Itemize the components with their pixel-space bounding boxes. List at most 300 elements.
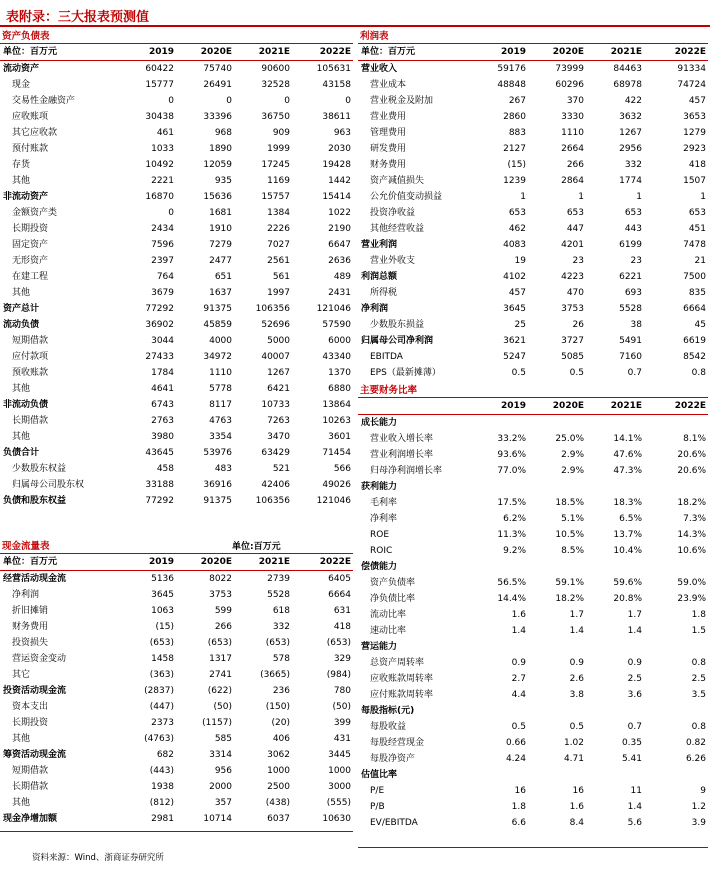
cell-value: 1784 xyxy=(151,368,174,378)
cell-value: 59.6% xyxy=(613,578,642,588)
cell-value: 121046 xyxy=(316,304,351,314)
table-row xyxy=(358,221,708,237)
cell-value: 5528 xyxy=(267,590,290,600)
cell-value: 0.8 xyxy=(691,722,706,732)
cell-value: (1157) xyxy=(202,718,232,728)
cell-value xyxy=(474,415,528,432)
cell-value: 2860 xyxy=(503,112,526,122)
cell-value: 4102 xyxy=(503,272,526,282)
table-row xyxy=(0,635,353,651)
row-label: 其它应收款 xyxy=(12,128,58,138)
cell-value xyxy=(644,559,708,575)
row-label: 现金 xyxy=(12,80,31,90)
ratios-bottom-rule xyxy=(358,847,708,848)
cell-value: 60422 xyxy=(145,64,174,74)
cell-value: 68978 xyxy=(613,80,642,90)
row-label: EBITDA xyxy=(370,352,403,362)
cell-value: 5.1% xyxy=(561,514,584,524)
row-label: 投资损失 xyxy=(12,638,49,648)
table-row xyxy=(0,333,353,349)
cell-value: 38611 xyxy=(322,112,351,122)
cell-value: 40007 xyxy=(261,352,290,362)
table-row xyxy=(0,619,353,635)
row-label: 财务费用 xyxy=(12,622,49,632)
cell-value: 91375 xyxy=(203,304,232,314)
row-label: 应收账款周转率 xyxy=(370,674,434,684)
cell-value: (653) xyxy=(265,638,290,648)
cell-value: 23.9% xyxy=(677,594,706,604)
cell-value: 2923 xyxy=(683,144,706,154)
table-row xyxy=(0,667,353,683)
cell-value: (622) xyxy=(207,686,232,696)
unit-label: 单位：百万元 xyxy=(0,554,129,571)
row-label: 资产减值损失 xyxy=(370,176,425,186)
row-label: ROIC xyxy=(370,546,393,556)
cell-value: 1 xyxy=(578,192,584,202)
cell-value: 93.6% xyxy=(497,450,526,460)
cell-value: 45859 xyxy=(203,320,232,330)
cell-value: 32528 xyxy=(261,80,290,90)
cell-value: 36916 xyxy=(203,480,232,490)
cell-value: 33.2% xyxy=(497,434,526,444)
balance-sheet-table xyxy=(0,44,353,509)
row-label: 长期借款 xyxy=(12,782,49,792)
cell-value: 1890 xyxy=(209,144,232,154)
table-row xyxy=(0,763,353,779)
cell-value: 3.5 xyxy=(691,690,706,700)
cell-value: 631 xyxy=(333,606,351,616)
cell-value: 653 xyxy=(508,208,526,218)
cell-value: 0 xyxy=(345,96,351,106)
cell-value: 10.6% xyxy=(677,546,706,556)
row-label: 资本支出 xyxy=(12,702,49,712)
cell-value: 1267 xyxy=(619,128,642,138)
row-label: 筹资活动现金流 xyxy=(3,750,67,760)
cell-value: 13864 xyxy=(322,400,351,410)
table-row xyxy=(358,751,708,767)
cell-value: 1 xyxy=(636,192,642,202)
cell-value: 461 xyxy=(156,128,174,138)
cell-value: (447) xyxy=(149,702,174,712)
cell-value: (15) xyxy=(507,160,526,170)
cell-value: 1.4 xyxy=(569,626,584,636)
cell-value: 6221 xyxy=(619,272,642,282)
cell-value: 2434 xyxy=(151,224,174,234)
row-label: 现金净增加额 xyxy=(3,814,58,824)
table-row xyxy=(358,687,708,703)
cell-value: 59.0% xyxy=(677,578,706,588)
table-row xyxy=(0,699,353,715)
row-label: 毛利率 xyxy=(370,498,398,508)
row-label: EV/EBITDA xyxy=(370,818,418,828)
cell-value: 1507 xyxy=(683,176,706,186)
row-label: 长期借款 xyxy=(12,416,49,426)
table-row xyxy=(358,269,708,285)
cell-value: 3.9 xyxy=(691,818,706,828)
table-row xyxy=(0,683,353,699)
row-label: 净负债比率 xyxy=(370,594,416,604)
table-row xyxy=(358,495,708,511)
cell-value: 10.4% xyxy=(613,546,642,556)
table-row xyxy=(358,333,708,349)
table-row xyxy=(0,173,353,189)
cell-value: 0.9 xyxy=(569,658,584,668)
table-row xyxy=(358,349,708,365)
table-row xyxy=(0,795,353,811)
cell-value: 17.5% xyxy=(497,498,526,508)
cell-value: 956 xyxy=(214,766,232,776)
table-row xyxy=(0,747,353,763)
table-row xyxy=(0,397,353,413)
cell-value: 963 xyxy=(333,128,351,138)
cell-value: (984) xyxy=(326,670,351,680)
cell-value: 1000 xyxy=(267,766,290,776)
cell-value: 0.8 xyxy=(691,368,706,378)
cell-value: 489 xyxy=(333,272,351,282)
cell-value: 2956 xyxy=(619,144,642,154)
row-label: 营运资金变动 xyxy=(12,654,67,664)
cell-value: 4223 xyxy=(561,272,584,282)
cell-value: 12059 xyxy=(203,160,232,170)
cell-value: 5247 xyxy=(503,352,526,362)
table-row xyxy=(0,779,353,795)
cell-value: 599 xyxy=(214,606,232,616)
cell-value: 236 xyxy=(272,686,290,696)
row-label: 预收账款 xyxy=(12,368,49,378)
table-row xyxy=(0,269,353,285)
table-row xyxy=(358,511,708,527)
cell-value: 3753 xyxy=(209,590,232,600)
unit-label xyxy=(358,398,474,415)
row-label: 净利润 xyxy=(361,304,389,314)
table-row xyxy=(358,109,708,125)
row-label: ROE xyxy=(370,530,390,540)
cell-value: 266 xyxy=(566,160,584,170)
table-row xyxy=(0,811,353,827)
row-label: 预付账款 xyxy=(12,144,49,154)
cell-value xyxy=(644,415,708,432)
cell-value: 6000 xyxy=(328,336,351,346)
table-row xyxy=(358,463,708,479)
cell-value xyxy=(586,415,644,432)
cell-value: 8.5% xyxy=(561,546,584,556)
table-header-row xyxy=(358,44,708,61)
cell-value: 10263 xyxy=(322,416,351,426)
cell-value: 422 xyxy=(624,96,642,106)
cell-value: 48848 xyxy=(497,80,526,90)
cell-value: 2763 xyxy=(151,416,174,426)
cell-value: 0 xyxy=(226,96,232,106)
cell-value xyxy=(474,479,528,495)
cell-value: 418 xyxy=(333,622,351,632)
cell-value: (2837) xyxy=(144,686,174,696)
cell-value: 3.8 xyxy=(569,690,584,700)
row-label: 管理费用 xyxy=(370,128,407,138)
cell-value: 2.7 xyxy=(511,674,526,684)
cell-value: 4.71 xyxy=(563,754,584,764)
cell-value: 4.24 xyxy=(505,754,526,764)
cell-value: 1.2 xyxy=(691,802,706,812)
table-row xyxy=(0,429,353,445)
cell-value: 1.5 xyxy=(691,626,706,636)
row-label: 负债合计 xyxy=(3,448,40,458)
cell-value: 23 xyxy=(572,256,584,266)
cell-value: 3753 xyxy=(561,304,584,314)
table-row xyxy=(0,731,353,747)
cell-value: (4763) xyxy=(144,734,174,744)
table-row xyxy=(358,799,708,815)
cell-value: 585 xyxy=(214,734,232,744)
cell-value: 9.2% xyxy=(503,546,526,556)
cell-value: 19428 xyxy=(322,160,351,170)
cell-value: 1000 xyxy=(328,766,351,776)
cell-value: 3645 xyxy=(503,304,526,314)
cell-value: 10733 xyxy=(261,400,290,410)
cell-value: 84463 xyxy=(613,64,642,74)
row-label: 在建工程 xyxy=(12,272,49,282)
table-row xyxy=(0,445,353,461)
row-label: 每股经营现金 xyxy=(370,738,425,748)
cell-value: 36902 xyxy=(145,320,174,330)
cell-value: 14.4% xyxy=(497,594,526,604)
cell-value: 521 xyxy=(272,464,290,474)
cell-value: 682 xyxy=(156,750,174,760)
cell-value: 11 xyxy=(630,786,642,796)
cell-value: 968 xyxy=(214,128,232,138)
cell-value: 835 xyxy=(688,288,706,298)
cell-value: 63429 xyxy=(261,448,290,458)
table-row xyxy=(0,715,353,731)
cell-value: (363) xyxy=(149,670,174,680)
cell-value: 0.8 xyxy=(691,658,706,668)
cell-value xyxy=(644,703,708,719)
cell-value: 14.3% xyxy=(677,530,706,540)
cell-value: 651 xyxy=(214,272,232,282)
cell-value: 1 xyxy=(520,192,526,202)
cell-value: 56.5% xyxy=(497,578,526,588)
row-label: 营业税金及附加 xyxy=(370,96,434,106)
cell-value: (50) xyxy=(332,702,351,712)
row-label: 归母净利润增长率 xyxy=(370,466,443,476)
cell-value: 2477 xyxy=(209,256,232,266)
table-row xyxy=(358,189,708,205)
cell-value: 0.9 xyxy=(511,658,526,668)
cell-value: 77292 xyxy=(145,304,174,314)
cell-value: 5491 xyxy=(619,336,642,346)
cell-value: 0.7 xyxy=(627,722,642,732)
cell-value xyxy=(644,639,708,655)
cell-value: 0.5 xyxy=(511,722,526,732)
row-label: 其他 xyxy=(12,734,31,744)
cell-value: 30438 xyxy=(145,112,174,122)
cell-value: 3.6 xyxy=(627,690,642,700)
cell-value: 470 xyxy=(566,288,584,298)
row-label: 速动比率 xyxy=(370,626,407,636)
cell-value: 105631 xyxy=(316,64,351,74)
table-row xyxy=(358,447,708,463)
cell-value: 3632 xyxy=(619,112,642,122)
year-header: 2022E xyxy=(644,44,708,61)
year-header: 2020E xyxy=(176,44,234,61)
table-row xyxy=(0,125,353,141)
cell-value: 1370 xyxy=(328,368,351,378)
table-row xyxy=(358,205,708,221)
table-row xyxy=(358,671,708,687)
year-header: 2022E xyxy=(644,398,708,415)
cell-value: 457 xyxy=(688,96,706,106)
cell-value: 3314 xyxy=(209,750,232,760)
cell-value: (555) xyxy=(326,798,351,808)
cell-value: 0.5 xyxy=(511,368,526,378)
cell-value: 6.2% xyxy=(503,514,526,524)
year-header: 2019 xyxy=(474,398,528,415)
row-label: 每股收益 xyxy=(370,722,407,732)
row-label: 营运能力 xyxy=(361,642,398,652)
cell-value: 447 xyxy=(566,224,584,234)
cell-value: 15636 xyxy=(203,192,232,202)
cell-value: 1279 xyxy=(683,128,706,138)
row-label: 短期借款 xyxy=(12,766,49,776)
cell-value: 458 xyxy=(156,464,174,474)
cell-value: 909 xyxy=(272,128,290,138)
cash-flow-title xyxy=(0,540,353,554)
row-label: 经营活动现金流 xyxy=(3,574,67,584)
year-header: 2021E xyxy=(586,398,644,415)
cell-value: 3330 xyxy=(561,112,584,122)
row-label: 财务费用 xyxy=(370,160,407,170)
table-row xyxy=(358,253,708,269)
cell-value: 418 xyxy=(688,160,706,170)
row-label: 其他 xyxy=(12,176,31,186)
cell-value: 7500 xyxy=(683,272,706,282)
table-row xyxy=(0,93,353,109)
cell-value xyxy=(528,479,586,495)
cell-value: 5778 xyxy=(209,384,232,394)
cell-value: 27433 xyxy=(145,352,174,362)
cell-value xyxy=(474,559,528,575)
cell-value: 0.82 xyxy=(685,738,706,748)
row-label: 存货 xyxy=(12,160,31,170)
cell-value: 618 xyxy=(272,606,290,616)
table-row xyxy=(0,461,353,477)
table-row xyxy=(358,173,708,189)
cell-value: 6743 xyxy=(151,400,174,410)
table-row xyxy=(358,157,708,173)
table-row xyxy=(358,317,708,333)
cell-value: 15757 xyxy=(261,192,290,202)
cell-value: (653) xyxy=(149,638,174,648)
table-row xyxy=(358,703,708,719)
cell-value: 2.5 xyxy=(691,674,706,684)
cell-value: 780 xyxy=(333,686,351,696)
year-header: 2021E xyxy=(586,44,644,61)
cell-value: 2500 xyxy=(267,782,290,792)
row-label: 负债和股东权益 xyxy=(3,496,67,506)
cell-value: 23 xyxy=(630,256,642,266)
cell-value: 6.5% xyxy=(619,514,642,524)
cell-value xyxy=(474,703,528,719)
cell-value: 33188 xyxy=(145,480,174,490)
row-label: 流动负债 xyxy=(3,320,40,330)
table-row xyxy=(358,93,708,109)
table-row xyxy=(0,157,353,173)
cell-value: 11.3% xyxy=(497,530,526,540)
year-header: 2019 xyxy=(474,44,528,61)
cell-value: 2981 xyxy=(151,814,174,824)
cell-value: 71454 xyxy=(322,448,351,458)
cell-value: 5136 xyxy=(151,574,174,584)
cell-value: 4083 xyxy=(503,240,526,250)
cell-value: 1681 xyxy=(209,208,232,218)
cell-value: 1458 xyxy=(151,654,174,664)
cell-value: 1.7 xyxy=(627,610,642,620)
cell-value: 20.6% xyxy=(677,466,706,476)
table-row xyxy=(0,413,353,429)
table-header-row xyxy=(358,398,708,415)
cell-value: 25 xyxy=(514,320,526,330)
cell-value: 3679 xyxy=(151,288,174,298)
cell-value: 6619 xyxy=(683,336,706,346)
cell-value: 6.26 xyxy=(685,754,706,764)
cell-value: 1.4 xyxy=(627,626,642,636)
row-label: 长期投资 xyxy=(12,718,49,728)
row-label: 少数股东损益 xyxy=(370,320,425,330)
table-row xyxy=(358,479,708,495)
cell-value: 59176 xyxy=(497,64,526,74)
cell-value: 0.7 xyxy=(627,368,642,378)
row-label: 其他 xyxy=(12,432,31,442)
cell-value: 10492 xyxy=(145,160,174,170)
cell-value: 53976 xyxy=(203,448,232,458)
row-label: 研发费用 xyxy=(370,144,407,154)
cell-value: 18.3% xyxy=(613,498,642,508)
cell-value: 7027 xyxy=(267,240,290,250)
row-label: P/E xyxy=(370,786,385,796)
cell-value: 8022 xyxy=(209,574,232,584)
cell-value: 1.02 xyxy=(563,738,584,748)
cell-value: 10714 xyxy=(203,814,232,824)
balance-sheet-title: 资产负债表 xyxy=(0,30,353,44)
table-row xyxy=(0,237,353,253)
cell-value: 121046 xyxy=(316,496,351,506)
cell-value: 74724 xyxy=(677,80,706,90)
table-row xyxy=(358,655,708,671)
cell-value: 2.5 xyxy=(627,674,642,684)
cell-value: (50) xyxy=(213,702,232,712)
row-label: 固定资产 xyxy=(12,240,49,250)
cell-value: 2664 xyxy=(561,144,584,154)
cell-value: 653 xyxy=(688,208,706,218)
cell-value: 20.8% xyxy=(613,594,642,604)
cell-value: 1384 xyxy=(267,208,290,218)
row-label: 营业利润 xyxy=(361,240,398,250)
row-label: 获利能力 xyxy=(361,482,398,492)
cell-value: 7478 xyxy=(683,240,706,250)
table-row xyxy=(358,77,708,93)
cell-value: 91334 xyxy=(677,64,706,74)
cell-value: 4.4 xyxy=(511,690,526,700)
cell-value: 5528 xyxy=(619,304,642,314)
cell-value: 0 xyxy=(284,96,290,106)
year-header: 2022E xyxy=(292,554,353,571)
row-label: 营业利润增长率 xyxy=(370,450,434,460)
row-label: 总资产周转率 xyxy=(370,658,425,668)
row-label: 营业成本 xyxy=(370,80,407,90)
table-row xyxy=(0,77,353,93)
cash-flow-title-text: 现金流量表 xyxy=(2,541,50,552)
row-label: 归属母公司股东权 xyxy=(12,480,85,490)
cell-value: 1267 xyxy=(267,368,290,378)
